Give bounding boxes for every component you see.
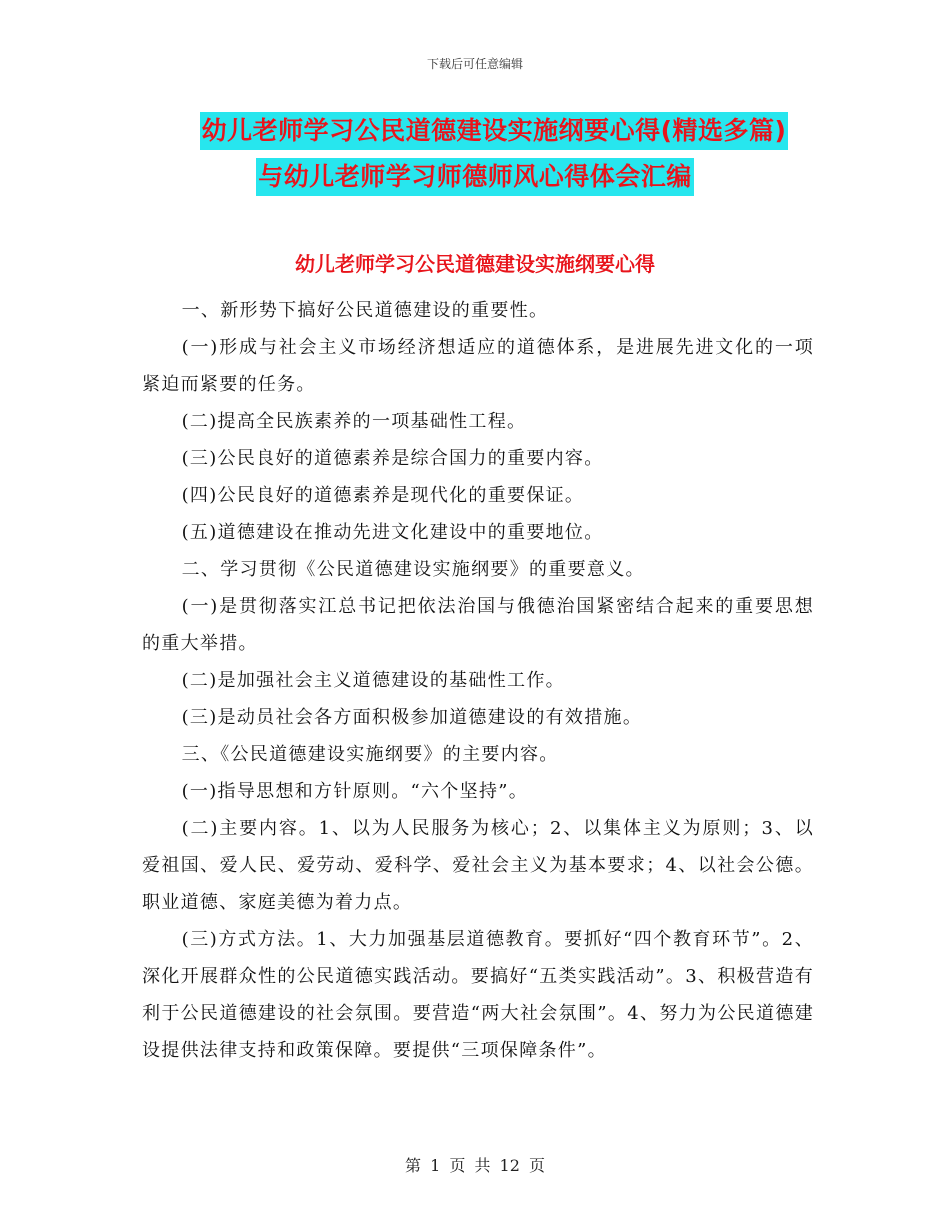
page-number-footer: 第 1 页 共 12 页 xyxy=(405,1156,545,1175)
paragraph: (五)道德建设在推动先进文化建设中的重要地位。 xyxy=(181,522,604,543)
title-line-2: 与幼儿老师学习师德师风心得体会汇编 xyxy=(256,158,694,196)
paragraph: (二)主要内容。1、以为人民服务为核心；2、以集体主义为原则；3、以爱祖国、爱人民、爱劳动、爱科学、爱社会主义为基本要求；4、以社会公德。职业道德、家庭美德为着力点。 xyxy=(142,818,814,913)
paragraph: (三)是动员社会各方面积极参加道德建设的有效措施。 xyxy=(181,707,643,728)
title-line-1: 幼儿老师学习公民道德建设实施纲要心得(精选多篇) xyxy=(200,112,789,150)
paragraph: 三、《公民道德建设实施纲要》的主要内容。 xyxy=(181,744,559,765)
header-note: 下载后可任意编辑 xyxy=(426,57,523,71)
paragraph: (一)形成与社会主义市场经济想适应的道德体系，是进展先进文化的一项紧迫而紧要的任务。 xyxy=(142,337,814,395)
paragraph: (一)是贯彻落实江总书记把依法治国与俄德治国紧密结合起来的重要思想的重大举措。 xyxy=(142,596,814,654)
paragraph: (二)提高全民族素养的一项基础性工程。 xyxy=(181,411,527,432)
document-title xyxy=(0,112,950,196)
body-text xyxy=(142,292,814,1069)
section-title: 幼儿老师学习公民道德建设实施纲要心得 xyxy=(295,252,655,276)
paragraph: (一)指导思想和方针原则。“六个坚持”。 xyxy=(181,781,529,802)
paragraph: (二)是加强社会主义道德建设的基础性工作。 xyxy=(181,670,565,691)
paragraph: 一、新形势下搞好公民道德建设的重要性。 xyxy=(181,300,549,321)
paragraph: 二、学习贯彻《公民道德建设实施纲要》的重要意义。 xyxy=(181,559,645,580)
paragraph: (三)公民良好的道德素养是综合国力的重要内容。 xyxy=(181,448,604,469)
paragraph: (三)方式方法。1、大力加强基层道德教育。要抓好“四个教育环节”。2、深化开展群众性的公民道德实践活动。要搞好“五类实践活动”。3、积极营造有利于公民道德建设的社会氛围。要营造“两大社会氛围”。4、努力为公民道德建设提供法律支持和政策保障。要提供“三项保障条件”。 xyxy=(142,929,814,1061)
paragraph: (四)公民良好的道德素养是现代化的重要保证。 xyxy=(181,485,585,506)
